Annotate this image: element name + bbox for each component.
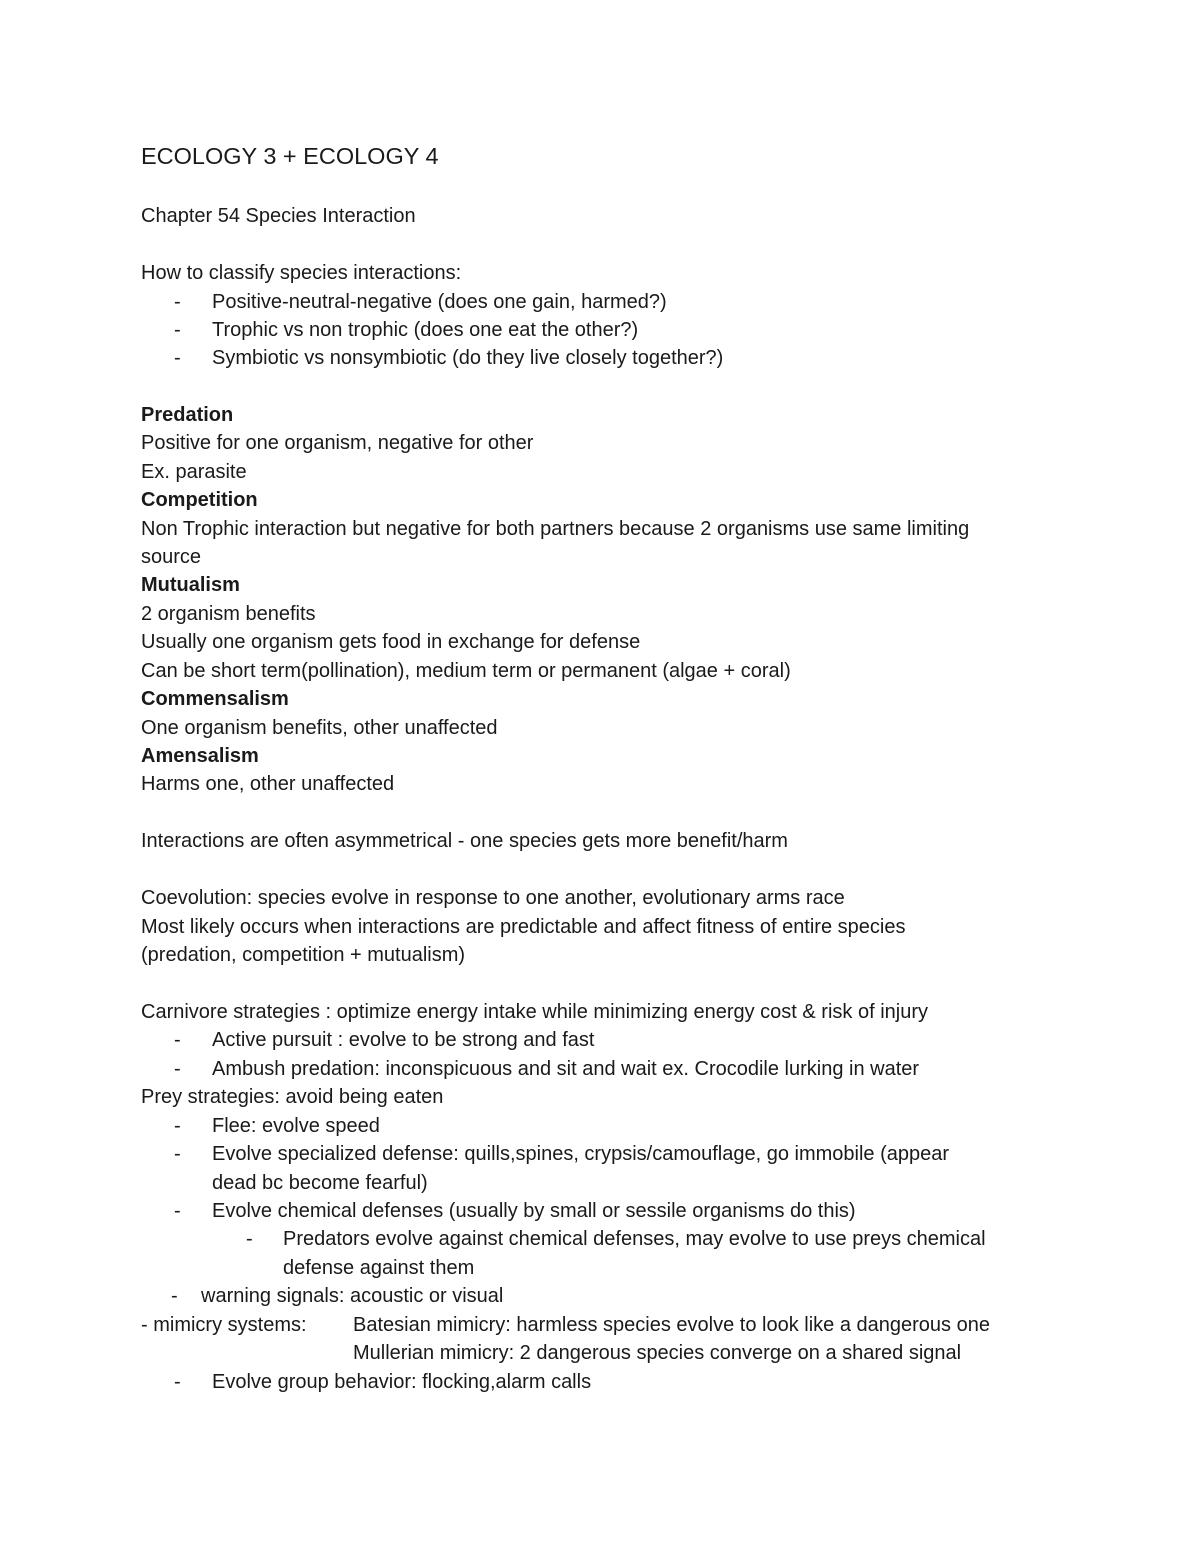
carnivore-item: Ambush predation: inconspicuous and sit and wait ex. Crocodile lurking in water [212, 1058, 920, 1080]
mutualism-heading: Mutualism [141, 574, 240, 596]
prey-item-chemical: Evolve chemical defenses (usually by small or sessile organisms do this) [212, 1200, 856, 1222]
carnivore-item: Active pursuit : evolve to be strong and fast [212, 1029, 595, 1051]
prey-subitem-chemical: Predators evolve against chemical defenses, may evolve to use preys chemical [283, 1228, 986, 1250]
bullet-dash: - [174, 1200, 181, 1222]
classify-intro: How to classify species interactions: [141, 262, 462, 284]
prey-subitem-chemical-cont: defense against them [283, 1257, 475, 1279]
predation-line: Ex. parasite [141, 461, 247, 483]
prey-item-warning: warning signals: acoustic or visual [201, 1285, 504, 1307]
commensalism-heading: Commensalism [141, 688, 289, 710]
prey-intro: Prey strategies: avoid being eaten [141, 1086, 444, 1108]
mimicry-mullerian: Mullerian mimicry: 2 dangerous species converge on a shared signal [353, 1342, 962, 1364]
classify-item: Trophic vs non trophic (does one eat the other?) [212, 319, 639, 341]
mimicry-batesian: Batesian mimicry: harmless species evolve to look like a dangerous one [353, 1314, 990, 1336]
bullet-dash: - [174, 319, 181, 341]
prey-item-specialized-cont: dead bc become fearful) [212, 1172, 428, 1194]
mimicry-label: - mimicry systems: [141, 1314, 307, 1336]
mutualism-line: Usually one organism gets food in exchange for defense [141, 631, 641, 653]
bullet-dash: - [174, 1115, 181, 1137]
classify-item: Positive-neutral-negative (does one gain, harmed?) [212, 291, 667, 313]
competition-line: Non Trophic interaction but negative for both partners because 2 organisms use same limiting [141, 518, 970, 540]
bullet-dash: - [171, 1285, 178, 1307]
coevolution-line: (predation, competition + mutualism) [141, 944, 466, 966]
mutualism-line: Can be short term(pollination), medium term or permanent (algae + coral) [141, 660, 791, 682]
amensalism-line: Harms one, other unaffected [141, 773, 395, 795]
chapter-heading: Chapter 54 Species Interaction [141, 205, 416, 227]
bullet-dash: - [174, 347, 181, 369]
prey-item-group: Evolve group behavior: flocking,alarm calls [212, 1371, 592, 1393]
commensalism-line: One organism benefits, other unaffected [141, 717, 498, 739]
bullet-dash: - [174, 1029, 181, 1051]
asymmetry-note: Interactions are often asymmetrical - one species gets more benefit/harm [141, 830, 788, 852]
document-title: ECOLOGY 3 + ECOLOGY 4 [141, 143, 439, 169]
predation-line: Positive for one organism, negative for other [141, 432, 534, 454]
prey-item-flee: Flee: evolve speed [212, 1115, 380, 1137]
classify-item: Symbiotic vs nonsymbiotic (do they live closely together?) [212, 347, 724, 369]
carnivore-intro: Carnivore strategies : optimize energy intake while minimizing energy cost & risk of injury [141, 1001, 928, 1023]
bullet-dash: - [174, 1143, 181, 1165]
competition-heading: Competition [141, 489, 258, 511]
amensalism-heading: Amensalism [141, 745, 259, 767]
mutualism-line: 2 organism benefits [141, 603, 316, 625]
coevolution-line: Coevolution: species evolve in response to one another, evolutionary arms race [141, 887, 845, 909]
predation-heading: Predation [141, 404, 234, 426]
competition-line: source [141, 546, 202, 568]
coevolution-line: Most likely occurs when interactions are predictable and affect fitness of entire species [141, 916, 906, 938]
prey-item-specialized: Evolve specialized defense: quills,spines, crypsis/camouflage, go immobile (appear [212, 1143, 950, 1165]
bullet-dash: - [174, 1058, 181, 1080]
sub-bullet-dash: - [246, 1228, 253, 1250]
bullet-dash: - [174, 1371, 181, 1393]
bullet-dash: - [174, 291, 181, 313]
